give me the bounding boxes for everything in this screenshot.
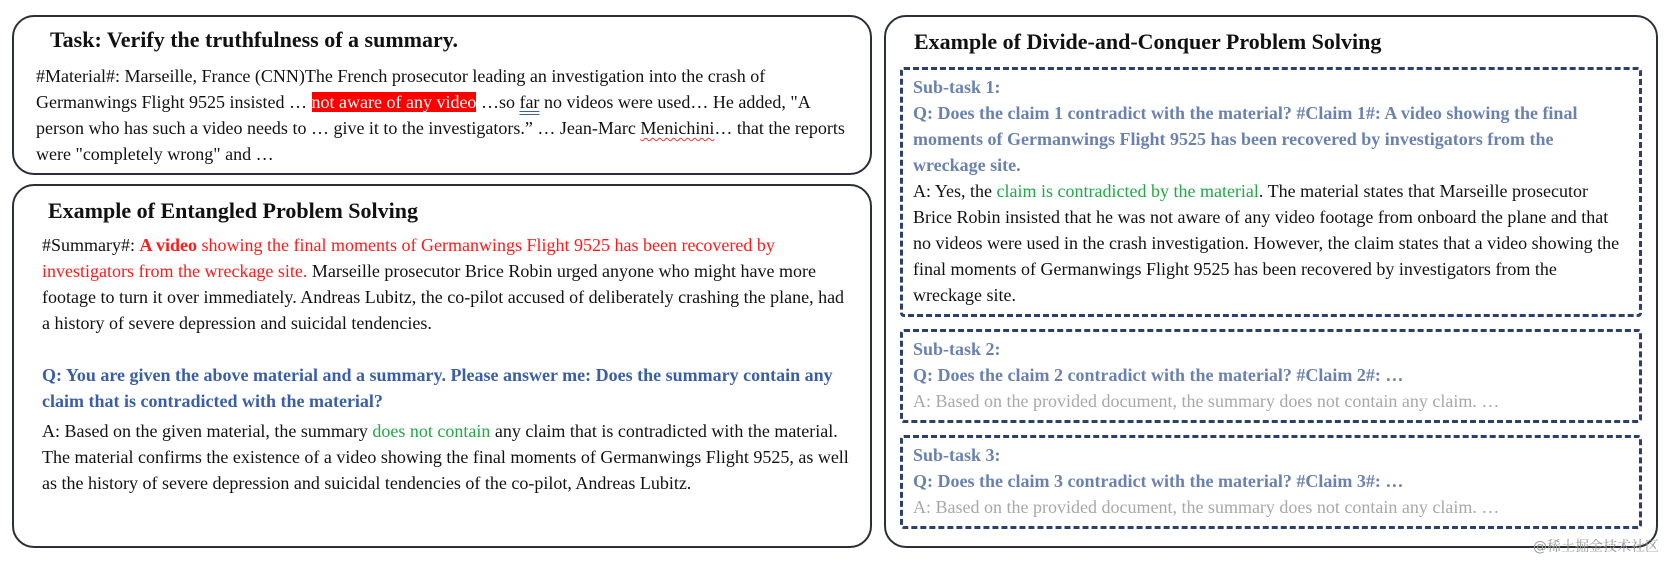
summary-bold: A video (139, 235, 198, 255)
material-part-2: …so (476, 92, 520, 112)
summary-rest: Marseille prosecutor Brice Robin urged anyone who might have more footage to turn it over immediately. Andreas Lubitz, the co-pilot accused of deliberately crashing the plane, had a history of severe depression and suicidal tendencies. (42, 261, 845, 333)
answer-part-2: any claim that is contradicted with the material. The material confirms the existence of a video showing the final moments of Germanwings Flight 9525, as well as the history of severe depression and suicidal tendencies of the co-pilot, Andreas Lubitz. (42, 421, 849, 493)
subtask-2-label: Sub-task 2: (913, 339, 1001, 359)
subtask-1-answer-green: claim is contradicted by the material (996, 181, 1259, 201)
answer-part-1: A: Based on the given material, the summary (42, 421, 373, 441)
subtask-2-question: Q: Does the claim 2 contradict with the material? #Claim 2#: … (913, 365, 1404, 385)
material-part-1: #Material#: Marseille, France (CNN)The French prosecutor leading an investigation into the crash of Germanwings Flight 9525 insisted … (36, 66, 766, 112)
entangled-question: Q: You are given the above material and a summary. Please answer me: Does the summary contain any claim that is contradicted with the material? (42, 365, 833, 411)
subtask-3-question: Q: Does the claim 3 contradict with the material? #Claim 3#: … (913, 471, 1404, 491)
subtask-1 (900, 67, 1642, 317)
entangled-title: Example of Entangled Problem Solving (48, 198, 418, 223)
entangled-panel (12, 184, 872, 548)
material-name: Menichini (640, 118, 715, 138)
summary-text (42, 232, 850, 336)
subtask-1-question: Q: Does the claim 1 contradict with the material? #Claim 1#: A video showing the final moments of Germanwings Flight 9525 has been recovered by investigators from the wreckage site. (913, 103, 1578, 175)
subtask-2-answer: A: Based on the provided document, the summary does not contain any claim. … (913, 391, 1500, 411)
material-part-4: … that the reports were "completely wrong" and … (36, 118, 845, 164)
task-panel (12, 15, 872, 175)
material-far: far (519, 92, 540, 112)
material-part-3: no videos were used… He added, "A person who has such a video needs to … give it to the investigators.” … Jean-Marc (36, 92, 810, 138)
material-highlight: not aware of any video (311, 92, 477, 112)
material-text (36, 63, 850, 167)
subtask-1-label: Sub-task 1: (913, 77, 1001, 97)
subtask-1-answer-part-2: . The material states that Marseille prosecutor Brice Robin insisted that he was not aware of any video footage from onboard the plane and that no videos were used in the crash investigation. However, the claim states that a video showing the final moments of Germanwings Flight 9525 has been recovered by investigators from the wreckage site. (913, 181, 1620, 305)
summary-red: showing the final moments of Germanwings Flight 9525 has been recovered by investigators from the wreckage site. (42, 235, 775, 281)
watermark: @稀土掘金技术社区 (1533, 539, 1659, 555)
subtask-1-answer-part-1: A: Yes, the (913, 181, 997, 201)
entangled-answer (42, 418, 850, 496)
subtask-3 (900, 435, 1642, 529)
answer-green: does not contain (372, 421, 491, 441)
task-title: Task: Verify the truthfulness of a summary. (50, 27, 459, 52)
dac-title: Example of Divide-and-Conquer Problem Solving (914, 29, 1382, 54)
subtask-3-label: Sub-task 3: (913, 445, 1001, 465)
divide-conquer-panel (884, 15, 1658, 548)
subtask-3-answer: A: Based on the provided document, the summary does not contain any claim. … (913, 497, 1500, 517)
summary-prefix: #Summary#: (42, 235, 140, 255)
subtask-2 (900, 329, 1642, 423)
subtask-1-answer (913, 178, 1629, 308)
